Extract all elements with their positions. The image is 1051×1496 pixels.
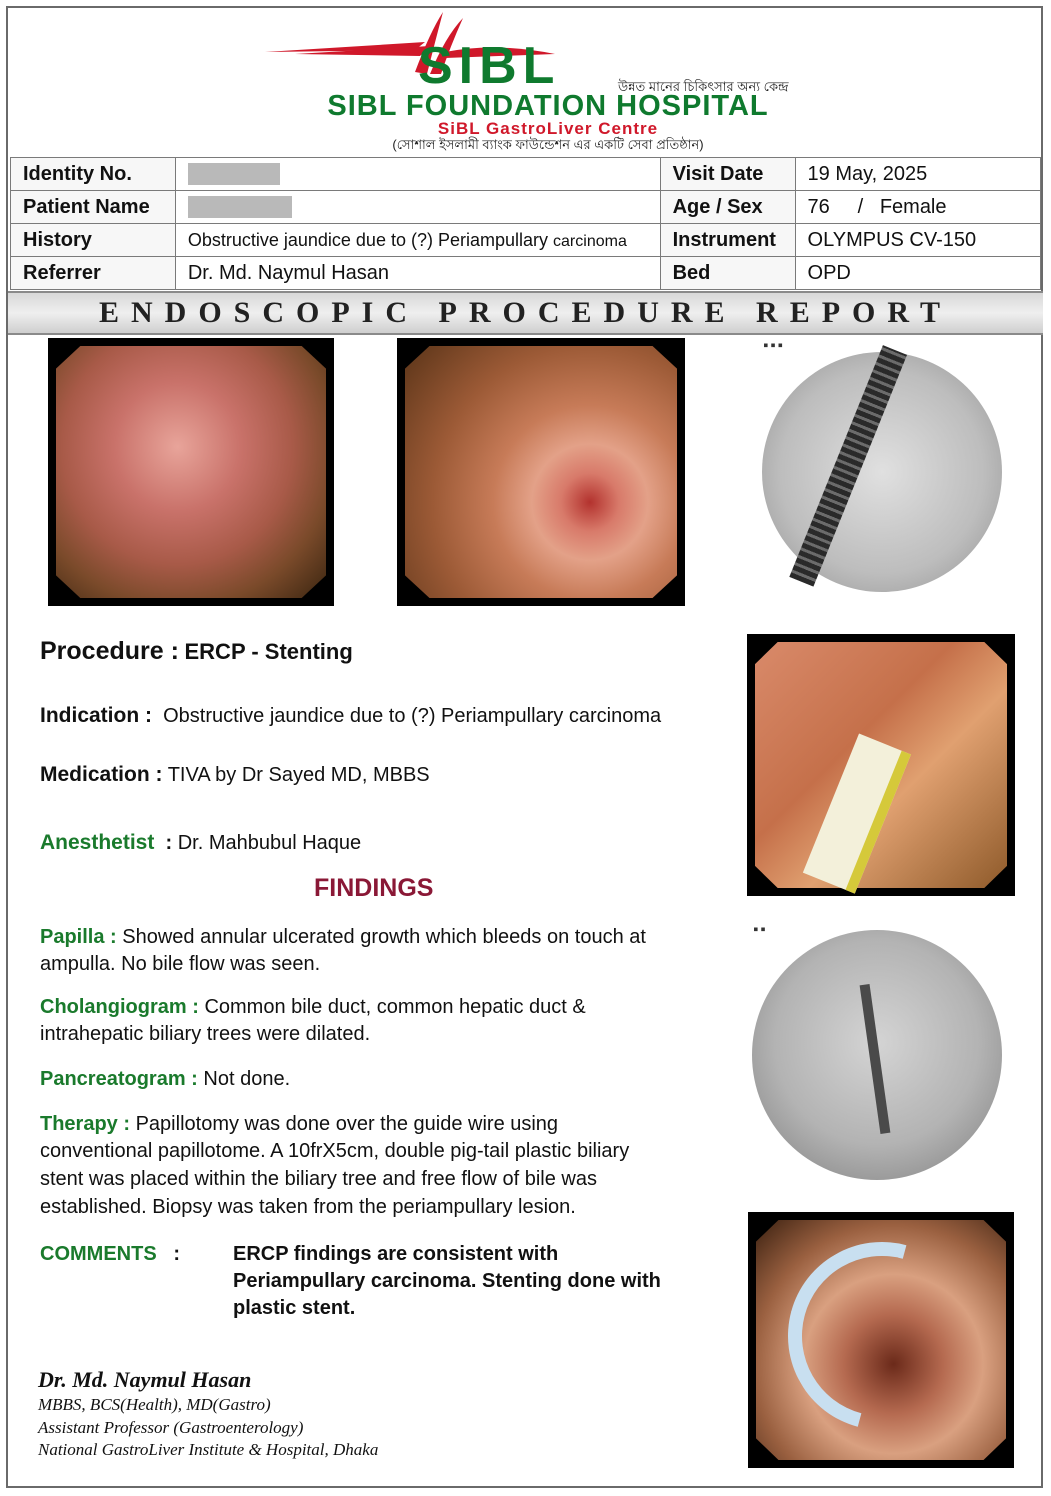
history-text: Obstructive jaundice due to (?) Periampullary bbox=[187, 229, 549, 250]
therapy-text-3: stent was placed within the biliary tree and free flow of bile was bbox=[40, 1168, 597, 1190]
visit-date-value: 19 May, 2025 bbox=[795, 158, 1040, 191]
endoscopy-image-3 bbox=[747, 634, 1015, 896]
history-value bbox=[175, 224, 660, 257]
indication-value: Obstructive jaundice due to (?) Periampullary carcinoma bbox=[163, 705, 662, 727]
centre-name: SiBL GastroLiver Centre bbox=[437, 119, 659, 138]
centre-subtitle: (সোশাল ইসলামী ব্যাংক ফাউন্ডেশন এর একটি সেবা প্রতিষ্ঠান) bbox=[392, 137, 704, 152]
papilla-text-1: Showed annular ulcerated growth which bleeds on touch at bbox=[122, 926, 646, 948]
patient-info-table bbox=[10, 157, 1041, 290]
therapy-text-2: conventional papillotome. A 10frX5cm, double pig-tail plastic biliary bbox=[40, 1140, 630, 1162]
instrument-value: OLYMPUS CV-150 bbox=[795, 224, 1040, 257]
medication-label: Medication : bbox=[40, 763, 163, 786]
findings-heading: FINDINGS bbox=[314, 874, 434, 902]
instrument-label: Instrument bbox=[660, 224, 795, 257]
history-text-small: carcinoma bbox=[553, 232, 627, 250]
comments-label-line bbox=[40, 1241, 180, 1268]
anesthetist-label: Anesthetist bbox=[40, 831, 155, 854]
therapy-text-4: established. Biopsy was taken from the periampullary lesion. bbox=[40, 1196, 576, 1218]
history-label: History bbox=[11, 224, 176, 257]
hospital-name: SIBL FOUNDATION HOSPITAL bbox=[327, 90, 769, 122]
anesthetist-separator: : bbox=[165, 832, 173, 854]
logo-wordmark: SIBL bbox=[418, 37, 561, 95]
pancreatogram-label: Pancreatogram : bbox=[40, 1068, 198, 1090]
patient-name-value bbox=[175, 191, 660, 224]
pancreatogram-line bbox=[40, 1066, 290, 1093]
endoscopy-image-4 bbox=[748, 1212, 1014, 1468]
pancreatogram-value: Not done. bbox=[203, 1068, 291, 1090]
visit-date-label: Visit Date bbox=[660, 158, 795, 191]
anesthetist-line bbox=[40, 829, 361, 857]
referrer-value: Dr. Md. Naymul Hasan bbox=[175, 257, 660, 290]
cholangiogram-text-2: intrahepatic biliary trees were dilated. bbox=[40, 1023, 371, 1045]
fluoroscopy-image-2: ■ ■ bbox=[752, 924, 1010, 1182]
comments-separator: : bbox=[173, 1243, 181, 1265]
therapy-label: Therapy : bbox=[40, 1113, 131, 1135]
table-row bbox=[11, 158, 1041, 191]
logo-tagline: উন্নত মানের চিকিৎসার অন্য কেন্দ্র bbox=[618, 79, 789, 94]
table-row bbox=[11, 191, 1041, 224]
papilla-label: Papilla : bbox=[40, 926, 117, 948]
comments-text-2: Periampullary carcinoma. Stenting done with bbox=[233, 1270, 661, 1292]
papilla-text-2: ampulla. No bile flow was seen. bbox=[40, 953, 321, 975]
table-row bbox=[11, 257, 1041, 290]
therapy-line-1 bbox=[40, 1111, 558, 1138]
age-sex-value bbox=[795, 191, 1040, 224]
anesthetist-value: Dr. Mahbubul Haque bbox=[177, 832, 362, 854]
age-value: 76 bbox=[807, 195, 830, 218]
sex-separator: / bbox=[857, 195, 864, 218]
cholangiogram-text-1: Common bile duct, common hepatic duct & bbox=[204, 996, 586, 1018]
endoscopy-image-1 bbox=[48, 338, 334, 606]
comments-text-3: plastic stent. bbox=[233, 1297, 356, 1319]
patient-name-label: Patient Name bbox=[11, 191, 176, 224]
signature-name: Dr. Md. Naymul Hasan bbox=[38, 1367, 252, 1392]
bed-value: OPD bbox=[795, 257, 1040, 290]
cholangiogram-line-1 bbox=[40, 994, 586, 1021]
medication-line bbox=[40, 761, 430, 789]
table-row bbox=[11, 224, 1041, 257]
bed-label: Bed bbox=[660, 257, 795, 290]
procedure-label: Procedure : bbox=[40, 637, 179, 665]
referrer-label: Referrer bbox=[11, 257, 176, 290]
identity-label: Identity No. bbox=[11, 158, 176, 191]
age-sex-label: Age / Sex bbox=[660, 191, 795, 224]
redacted-box bbox=[188, 196, 292, 218]
indication-label: Indication : bbox=[40, 704, 152, 727]
sex-value: Female bbox=[879, 195, 947, 218]
cholangiogram-label: Cholangiogram : bbox=[40, 996, 199, 1018]
identity-value bbox=[175, 158, 660, 191]
signature-degrees: MBBS, BCS(Health), MD(Gastro) bbox=[38, 1395, 271, 1414]
report-banner: ENDOSCOPIC PROCEDURE REPORT bbox=[8, 291, 1043, 335]
indication-line bbox=[40, 702, 661, 730]
redacted-box bbox=[188, 163, 280, 185]
medication-value: TIVA by Dr Sayed MD, MBBS bbox=[167, 764, 430, 786]
procedure-line bbox=[40, 638, 353, 667]
signature-title: Assistant Professor (Gastroenterology) bbox=[38, 1418, 304, 1437]
fluoroscopy-image-1: ■ ■ ■ bbox=[762, 340, 1002, 602]
endoscopy-image-2 bbox=[397, 338, 685, 606]
procedure-value: ERCP - Stenting bbox=[184, 639, 353, 664]
comments-text-1: ERCP findings are consistent with bbox=[233, 1243, 559, 1265]
papilla-line-1 bbox=[40, 924, 646, 951]
therapy-text-1: Papillotomy was done over the guide wire using bbox=[135, 1113, 559, 1135]
signature-institute: National GastroLiver Institute & Hospital, Dhaka bbox=[38, 1440, 379, 1459]
comments-label: COMMENTS bbox=[40, 1243, 157, 1265]
